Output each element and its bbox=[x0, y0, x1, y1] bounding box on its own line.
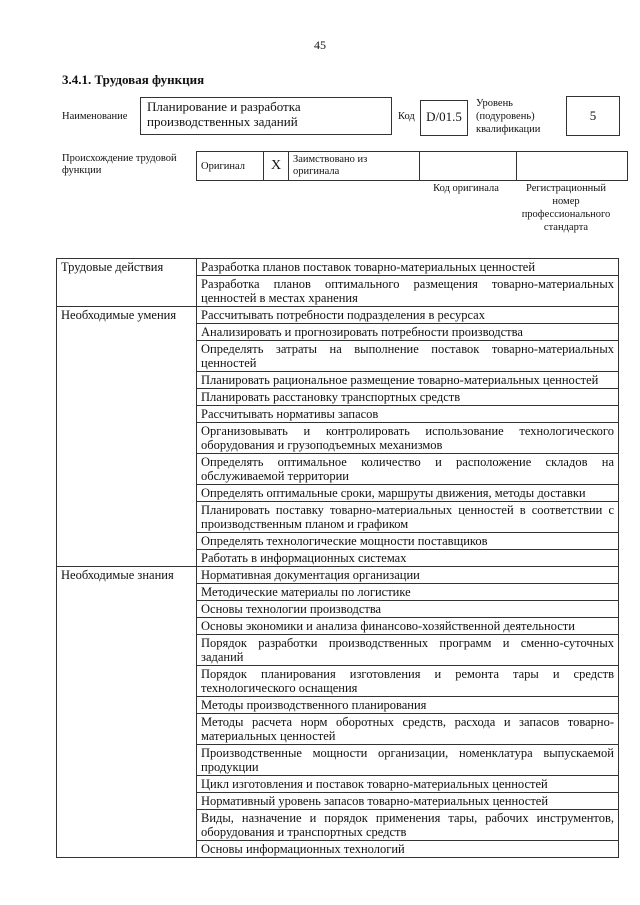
code-label: Код bbox=[398, 111, 415, 122]
item-cell: Разработка планов оптимального размещения товарно-материальных ценностей в местах хранения bbox=[197, 276, 619, 307]
item-cell: Определять технологические мощности поставщиков bbox=[197, 533, 619, 550]
item-cell: Рассчитывать нормативы запасов bbox=[197, 406, 619, 423]
item-cell: Методы расчета норм оборотных средств, расхода и запасов товарно-материальных ценностей bbox=[197, 714, 619, 745]
section-title: 3.4.1. Трудовая функция bbox=[62, 72, 205, 87]
item-cell: Нормативный уровень запасов товарно-материальных ценностей bbox=[197, 793, 619, 810]
category-cell: Необходимые умения bbox=[57, 307, 197, 567]
item-cell: Методы производственного планирования bbox=[197, 697, 619, 714]
code-original-cell bbox=[420, 152, 517, 181]
item-cell: Виды, назначение и порядок применения тары, рабочих инструментов, оборудования и транспортных средств bbox=[197, 810, 619, 841]
original-mark: X bbox=[264, 152, 289, 181]
item-cell: Планировать расстановку транспортных средств bbox=[197, 389, 619, 406]
reg-number-cell bbox=[517, 152, 628, 181]
table-row bbox=[57, 259, 619, 276]
item-cell: Рассчитывать потребности подразделения в ресурсах bbox=[197, 307, 619, 324]
code-original-caption: Код оригинала bbox=[433, 183, 499, 194]
level-box: 5 bbox=[566, 96, 620, 136]
item-cell: Порядок разработки производственных программ и сменно-суточных заданий bbox=[197, 635, 619, 666]
item-cell: Методические материалы по логистике bbox=[197, 584, 619, 601]
table-row bbox=[57, 307, 619, 324]
labor-function-table bbox=[56, 258, 619, 858]
item-cell: Основы информационных технологий bbox=[197, 841, 619, 858]
item-cell: Планировать поставку товарно-материальных ценностей в соответствии с производственным планом и графиком bbox=[197, 502, 619, 533]
item-cell: Производственные мощности организации, номенклатура выпускаемой продукции bbox=[197, 745, 619, 776]
name-label: Наименование bbox=[62, 111, 128, 122]
item-cell: Работать в информационных системах bbox=[197, 550, 619, 567]
origin-table bbox=[196, 151, 628, 181]
item-cell: Анализировать и прогнозировать потребности производства bbox=[197, 324, 619, 341]
item-cell: Основы технологии производства bbox=[197, 601, 619, 618]
category-cell: Трудовые действия bbox=[57, 259, 197, 307]
item-cell: Порядок планирования изготовления и ремонта тары и средств технологического оснащения bbox=[197, 666, 619, 697]
table-row bbox=[57, 567, 619, 584]
item-cell: Планировать рациональное размещение товарно-материальных ценностей bbox=[197, 372, 619, 389]
item-cell: Цикл изготовления и поставок товарно-материальных ценностей bbox=[197, 776, 619, 793]
item-cell: Определять затраты на выполнение поставок товарно-материальных ценностей bbox=[197, 341, 619, 372]
borrowed-label: Заимствовано из оригинала bbox=[289, 152, 420, 181]
item-cell: Разработка планов поставок товарно-материальных ценностей bbox=[197, 259, 619, 276]
origin-label: Происхождение трудовой функции bbox=[62, 153, 177, 176]
category-cell: Необходимые знания bbox=[57, 567, 197, 858]
item-cell: Определять оптимальное количество и расположение складов на обслуживаемой территории bbox=[197, 454, 619, 485]
item-cell: Организовывать и контролировать использование технологического оборудования и грузоподъемных механизмов bbox=[197, 423, 619, 454]
item-cell: Определять оптимальные сроки, маршруты движения, методы доставки bbox=[197, 485, 619, 502]
page-number: 45 bbox=[314, 38, 326, 52]
item-cell: Нормативная документация организации bbox=[197, 567, 619, 584]
reg-number-caption: Регистрационный номер профессионального стандарта bbox=[521, 183, 611, 233]
original-label: Оригинал bbox=[197, 152, 264, 181]
code-box: D/01.5 bbox=[420, 100, 468, 136]
item-cell: Основы экономики и анализа финансово-хозяйственной деятельности bbox=[197, 618, 619, 635]
level-label: Уровень (подуровень) квалификации bbox=[476, 98, 541, 135]
function-name-box: Планирование и разработка производственных заданий bbox=[140, 97, 392, 135]
